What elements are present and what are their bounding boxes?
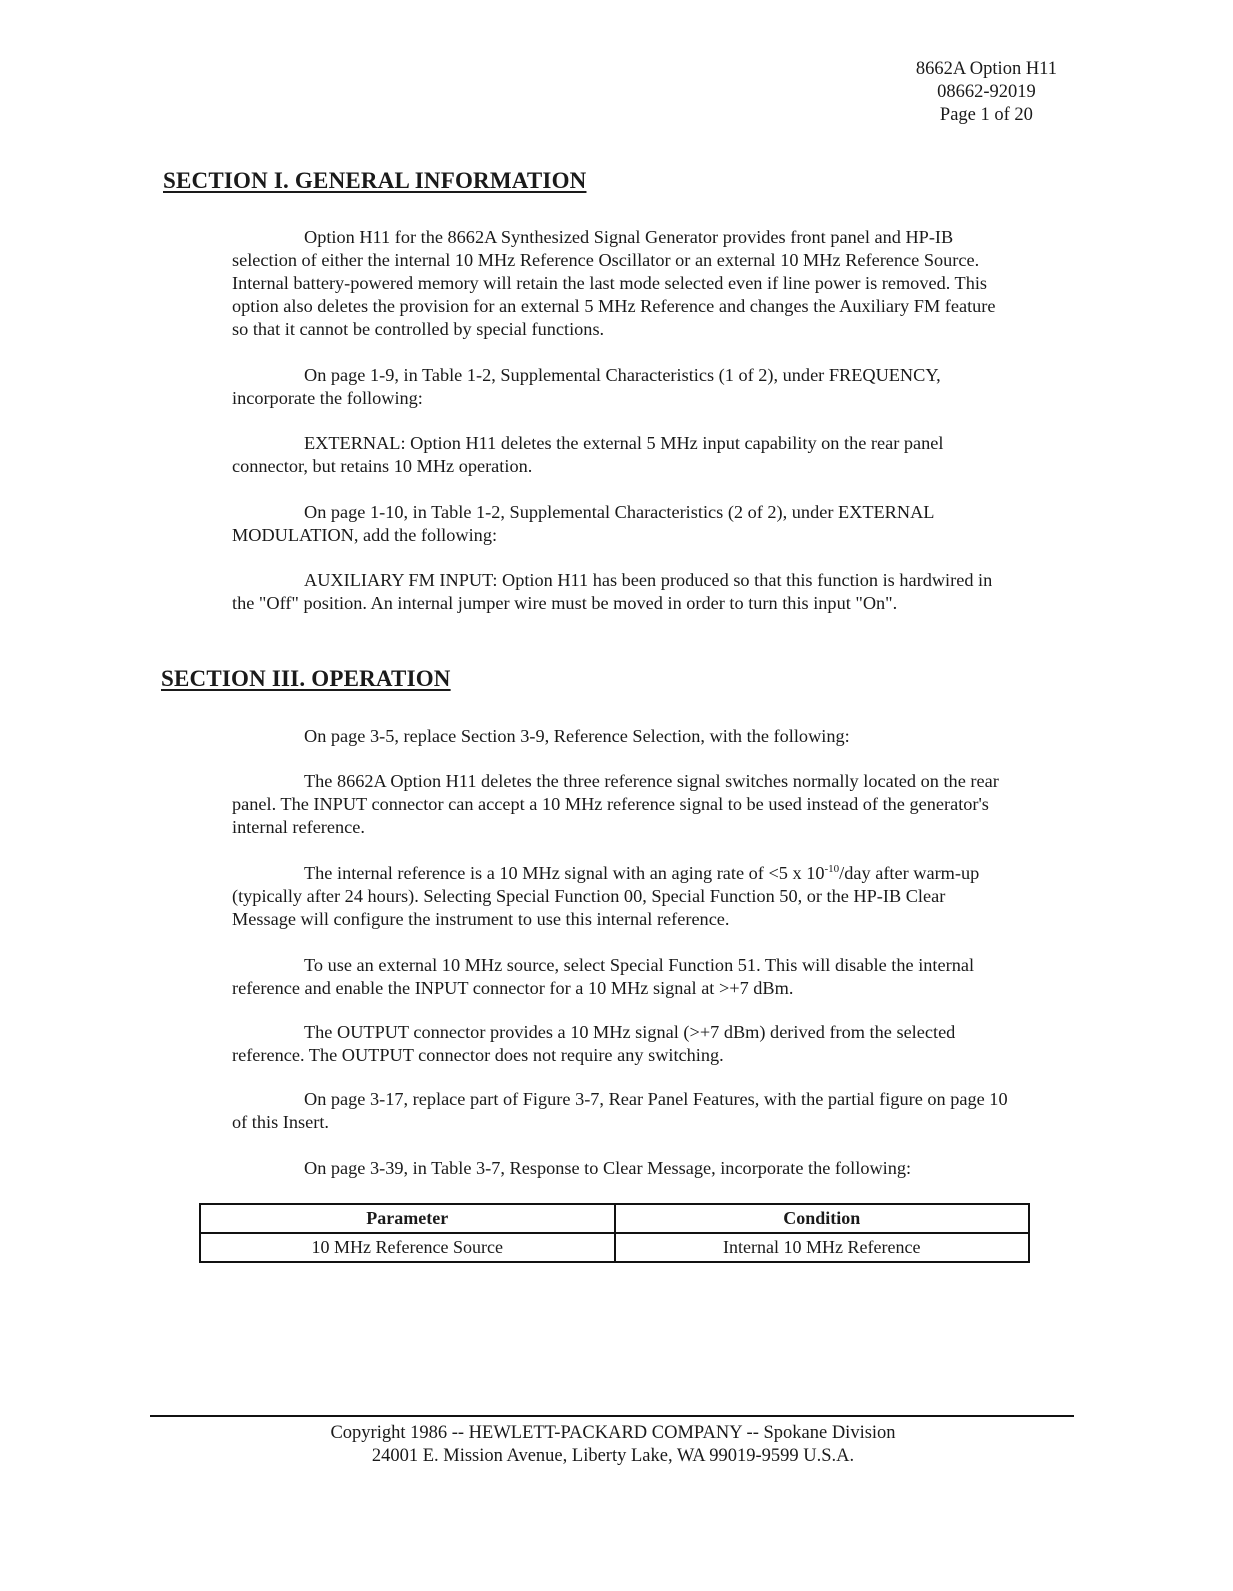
table-header-row [200, 1204, 1029, 1233]
paragraph-input-connector: The 8662A Option H11 deletes the three reference signal switches normally located on the rear panel. The INPUT connector can accept a 10 MHz reference signal to be used instead of the generator's internal reference. [232, 771, 999, 837]
paragraph-frequency-ref: On page 1-9, in Table 1-2, Supplemental Characteristics (1 of 2), under FREQUENCY, incorporate the following: [232, 365, 941, 408]
paragraph-rear-panel-figure: On page 3-17, replace part of Figure 3-7, Rear Panel Features, with the partial figure on page 10 of this Insert. [232, 1089, 1008, 1132]
paragraph-external: EXTERNAL: Option H11 deletes the external 5 MHz input capability on the rear panel connector, but retains 10 MHz operation. [232, 433, 944, 476]
section-3-heading: SECTION III. OPERATION [161, 666, 451, 691]
copyright-line: Copyright 1986 -- HEWLETT-PACKARD COMPANY -- Spokane Division [330, 1423, 896, 1443]
table-cell-parameter: 10 MHz Reference Source [200, 1233, 615, 1262]
paragraph-option-overview: Option H11 for the 8662A Synthesized Signal Generator provides front panel and HP-IB selection of either the internal 10 MHz Reference Oscillator or an external 10 MHz Reference Source. Internal battery-powered memory will retain the last mode selected even if line power is removed. This option also deletes the provision for an external 5 MHz Reference and changes the Auxiliary FM feature so that it cannot be controlled by special functions. [232, 227, 996, 339]
aging-exponent: -10 [824, 862, 840, 875]
paragraph-clear-message: On page 3-39, in Table 3-7, Response to Clear Message, incorporate the following: [304, 1158, 912, 1178]
address-line: 24001 E. Mission Avenue, Liberty Lake, WA 99019-9599 U.S.A. [371, 1446, 855, 1466]
paragraph-modulation-ref: On page 1-10, in Table 1-2, Supplemental Characteristics (2 of 2), under EXTERNAL MODULATION, add the following: [232, 502, 934, 545]
aging-text-before: The internal reference is a 10 MHz signal with an aging rate of <5 x 10 [304, 863, 825, 883]
document-header [916, 58, 1057, 127]
aging-text-after: /day after warm-up (typically after 24 hours). Selecting Special Function 00, Special Function 50, or the HP-IB Clear Message will configure the instrument to use this internal reference. [232, 863, 980, 929]
footer-divider [150, 1415, 1074, 1417]
table-cell-condition: Internal 10 MHz Reference [615, 1233, 1030, 1262]
column-header-condition: Condition [615, 1204, 1030, 1233]
paragraph-output-connector: The OUTPUT connector provides a 10 MHz signal (>+7 dBm) derived from the selected reference. The OUTPUT connector does not require any switching. [232, 1022, 956, 1065]
table-row [200, 1233, 1029, 1262]
column-header-parameter: Parameter [200, 1204, 615, 1233]
paragraph-auxiliary-fm: AUXILIARY FM INPUT: Option H11 has been produced so that this function is hardwired in the "Off" position. An internal jumper wire must be moved in order to turn this input "On". [232, 570, 993, 613]
paragraph-reference-selection: On page 3-5, replace Section 3-9, Reference Selection, with the following: [304, 726, 850, 746]
clear-message-table [199, 1203, 1030, 1263]
part-number: 08662-92019 [937, 82, 1036, 102]
paragraph-internal-reference [232, 862, 1012, 931]
page-number: Page 1 of 20 [939, 105, 1033, 125]
paragraph-external-source: To use an external 10 MHz source, select Special Function 51. This will disable the internal reference and enable the INPUT connector for a 10 MHz signal at >+7 dBm. [232, 955, 975, 998]
section-1-heading: SECTION I. GENERAL INFORMATION [163, 168, 587, 193]
document-footer [0, 1422, 1226, 1468]
model-number: 8662A Option H11 [915, 59, 1057, 79]
